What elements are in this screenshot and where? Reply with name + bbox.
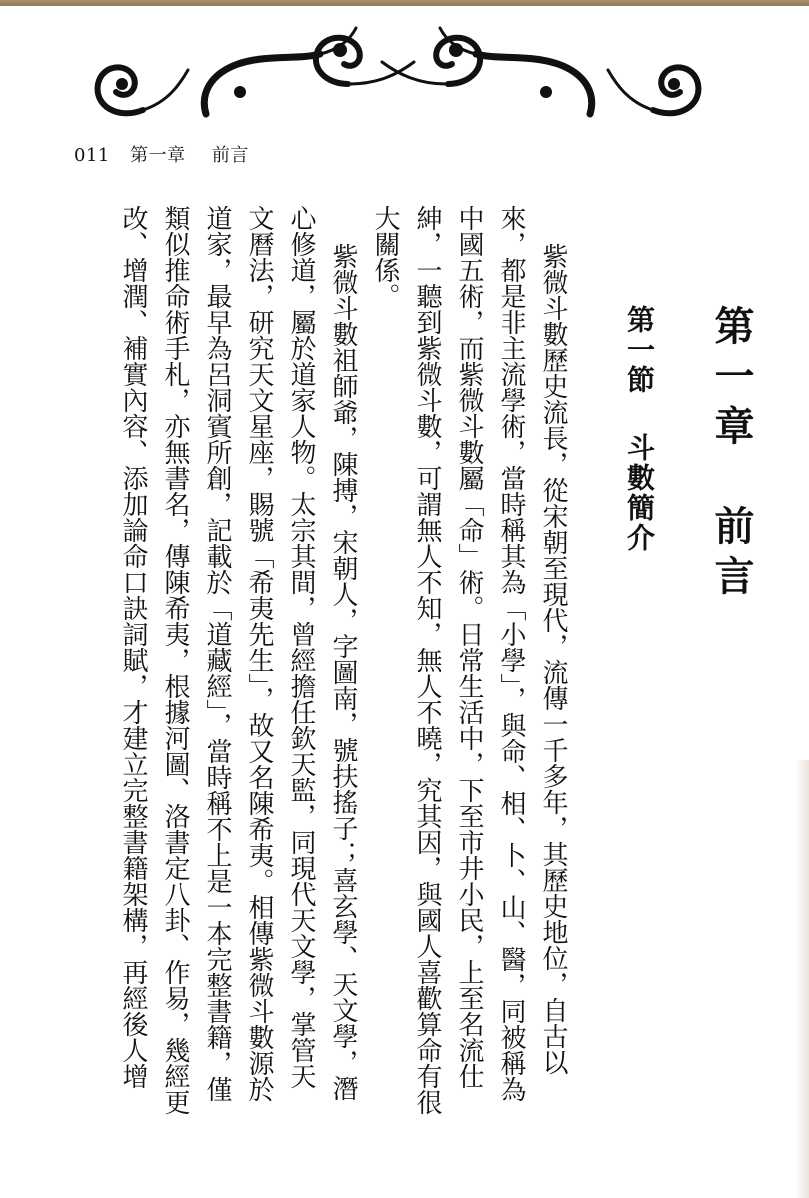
section-title: 斗數簡介: [623, 433, 656, 553]
body-column: 大關係。: [370, 205, 400, 309]
body-column: 文曆法，研究天文星座，賜號「希夷先生」，故又名陳希夷。相傳紫微斗數源於: [244, 205, 274, 1102]
running-header: [74, 141, 249, 167]
section-heading: [620, 305, 658, 553]
section-number: 第一節: [623, 305, 656, 395]
running-header-title: 前言: [211, 145, 249, 166]
page-body: [60, 205, 755, 1170]
body-column: 中國五術，而紫微斗數屬「命」術。日常生活中，下至市井小民，上至名流仕: [454, 205, 484, 1089]
page-number: 011: [74, 145, 110, 166]
body-column: 改、增潤、補實內容、添加論命口訣詞賦，才建立完整書籍架構，再經後人增: [118, 205, 148, 1089]
chapter-heading: 第一章 前言: [708, 305, 755, 605]
body-column: 紳，一聽到紫微斗數，可謂無人不知，無人不曉，究其因，與國人喜歡算命有很: [412, 205, 442, 1115]
body-column: 心修道，屬於道家人物。太宗其間，曾經擔任欽天監，同現代天文學，掌管天: [286, 205, 316, 1089]
body-column: 類似推命術手札，亦無書名，傳陳希夷，根據河圖、洛書定八卦、作易，幾經更: [160, 205, 190, 1115]
top-border-rule: [0, 0, 809, 6]
body-column: 紫微斗數祖師爺，陳搏，宋朝人，字圖南，號扶搖子；喜玄學、天文學，潛: [328, 243, 358, 1101]
flourish-ornament: [88, 14, 708, 136]
body-column: 來，都是非主流學術，當時稱其為「小學」，與命、相、卜、山、醫，同被稱為: [496, 205, 526, 1102]
body-column: 紫微斗數歷史流長，從宋朝至現代，流傳一千多年，其歷史地位，自古以: [538, 243, 568, 1075]
running-header-chapter: 第一章: [130, 145, 186, 166]
page-edge-shading: [795, 760, 809, 1198]
body-column: 道家，最早為呂洞賓所創，記載於「道藏經」，當時稱不上是一本完整書籍，僅: [202, 205, 232, 1102]
